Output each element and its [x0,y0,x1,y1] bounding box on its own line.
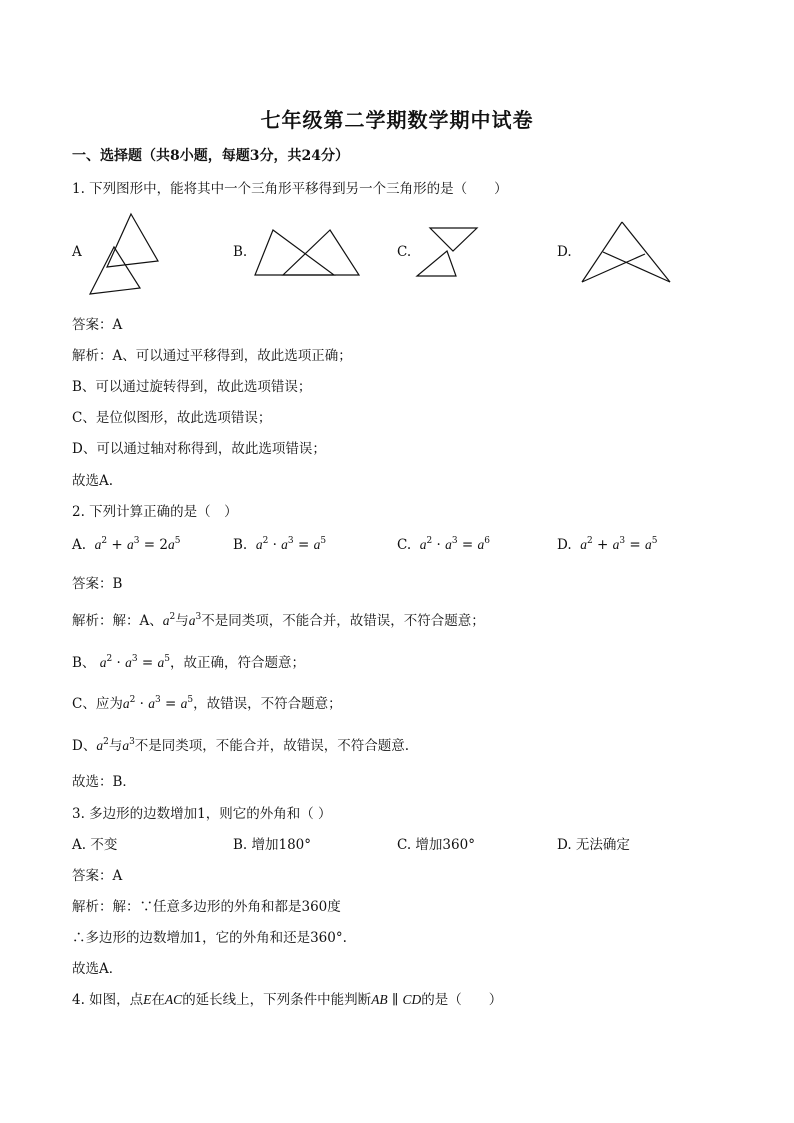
q1-analysis-line-1: 解析：A、可以通过平移得到，故此选项正确； [72,348,352,364]
math-var: a [645,537,652,552]
q1-analysis-line-3: C、是位似图形，故此选项错误； [72,410,272,426]
q1-option-c-figure [416,227,478,277]
math-var: a [162,613,170,628]
exponent: 5 [187,695,194,705]
section-heading: 一、选择题（共8小题，每题3分，共24分） [72,148,349,164]
exponent: 5 [651,536,658,546]
operator: = [293,537,314,553]
text: 解析：解：A、 [72,613,163,629]
q3-option-c: C. 增加360° [397,837,475,853]
operator: + [592,537,613,553]
q2-final: 故选：B． [72,774,136,790]
q2-analysis-line-3 [72,692,342,712]
text: 在 [151,992,165,1008]
text: 与 [175,613,189,629]
math-var: a [180,696,188,711]
exponent: 2 [586,536,593,546]
exponent: 2 [169,612,176,622]
text: B、 [72,655,96,671]
triangle-shape [107,214,158,267]
math-var: CD [402,992,422,1007]
q3-option-a: A. 不变 [72,837,118,853]
exponent: 2 [106,654,113,664]
q3-answer: 答案：A [72,868,123,884]
exponent: 2 [101,536,108,546]
operator: · [432,537,446,553]
text: C、应为 [72,696,123,712]
exponent: 3 [133,536,140,546]
triangle-edge [622,222,670,282]
exponent: 2 [129,695,136,705]
text: 与 [108,738,123,754]
q3-analysis-line-3: 故选A． [72,961,123,977]
q1-option-b-figure [254,229,360,276]
q2-analysis-line-4 [72,734,409,754]
q1-option-d-label: D. [557,244,572,260]
question-1-stem: 1. 下列图形中，能将其中一个三角形平移得到另一个三角形的是（ ） [72,181,508,197]
math-var: a [477,537,485,552]
operator: = 2 [139,537,168,553]
operator: + [107,537,128,553]
math-var: a [612,537,620,552]
text: 的是（ ） [421,992,503,1008]
operator: = [141,655,154,671]
math-var: a [157,655,165,670]
operator: · [268,537,282,553]
exponent: 2 [262,536,269,546]
operator: ∥ [387,992,403,1008]
exponent: 2 [426,536,433,546]
exponent: 5 [174,536,181,546]
math-var: a [168,537,175,552]
triangle-edge [603,252,670,282]
math-var: a [281,537,288,552]
option-letter: D. [557,537,572,553]
exponent: 3 [154,695,161,705]
math-var: a [580,537,587,552]
q1-option-a-label: A [72,244,82,260]
math-var: a [445,537,452,552]
math-var: a [125,655,132,670]
exponent: 2 [103,737,109,747]
triangle-shape [430,228,477,251]
q1-answer: 答案：A [72,317,123,333]
math-var: AB [371,992,388,1007]
triangle-shape [417,251,456,276]
math-var: a [148,696,155,711]
math-var: E [143,992,152,1007]
q2-answer: 答案：B [72,576,123,592]
exponent: 5 [320,536,327,546]
math-var: a [419,537,427,552]
option-letter: C. [397,537,412,553]
exponent: 6 [484,536,490,546]
question-2-stem: 2. 下列计算正确的是（ ） [72,504,238,520]
q1-analysis-line-5: 故选A. [72,473,114,489]
math-var: a [313,537,321,552]
q2-analysis-line-2 [72,651,305,671]
q3-option-d: D. 无法确定 [557,837,630,853]
math-var: a [96,738,104,753]
exponent: 3 [451,536,458,546]
math-var: a [122,738,130,753]
q2-analysis-line-1 [72,609,485,629]
q1-analysis-line-4: D、可以通过轴对称得到，故此选项错误； [72,441,326,457]
triangle-shape [283,230,359,275]
option-letter: A. [72,537,87,553]
exponent: 3 [195,612,202,622]
text: 不是同类项，不能合并，故错误，不符合题意； [201,613,485,629]
page-title: 七年级第二学期数学期中试卷 [260,108,534,132]
text: 4. 如图，点 [72,992,144,1008]
exponent: 3 [129,737,135,747]
q1-analysis-line-2: B、可以通过旋转得到，故此选项错误； [72,379,312,395]
q2-option-d [557,537,658,553]
question-3-stem: 3. 多边形的边数增加1，则它的外角和（ ） [72,806,332,822]
q1-option-d-figure [581,221,673,285]
math-var: a [99,655,107,670]
q3-analysis-line-1: 解析：解：∵任意多边形的外角和都是360度 [72,899,341,915]
text: ，故正确，符合题意； [169,655,305,671]
exponent: 3 [619,536,626,546]
exponent: 3 [287,536,294,546]
q2-option-b [233,537,326,553]
question-4-stem [72,988,502,1008]
text: D、 [72,738,97,754]
math-var: a [122,696,130,711]
triangle-shape [90,247,140,294]
q3-option-b: B. 增加180° [233,837,312,853]
text: ，故错误，不符合题意； [193,696,342,712]
operator: · [139,696,144,712]
q1-option-a-figure [88,212,160,296]
math-var: a [188,613,196,628]
operator: · [116,655,121,671]
operator: = [165,696,177,712]
math-var: a [94,537,102,552]
exponent: 5 [164,654,170,664]
q1-option-b-label: B. [233,244,248,260]
text: 不是同类项，不能合并，故错误，不符合题意. [134,738,410,754]
q1-option-c-label: C. [397,244,412,260]
q2-option-c [397,537,490,553]
math-var: a [255,537,263,552]
operator: = [457,537,478,553]
option-letter: B. [233,537,248,553]
math-var: a [127,537,134,552]
operator: = [625,537,646,553]
exponent: 3 [131,654,138,664]
text: 的延长线上，下列条件中能判断 [182,992,372,1008]
math-var: AC [164,992,183,1007]
q2-option-a [72,537,180,553]
q3-analysis-line-2: ∴多边形的边数增加1，它的外角和还是360°. [72,930,347,946]
